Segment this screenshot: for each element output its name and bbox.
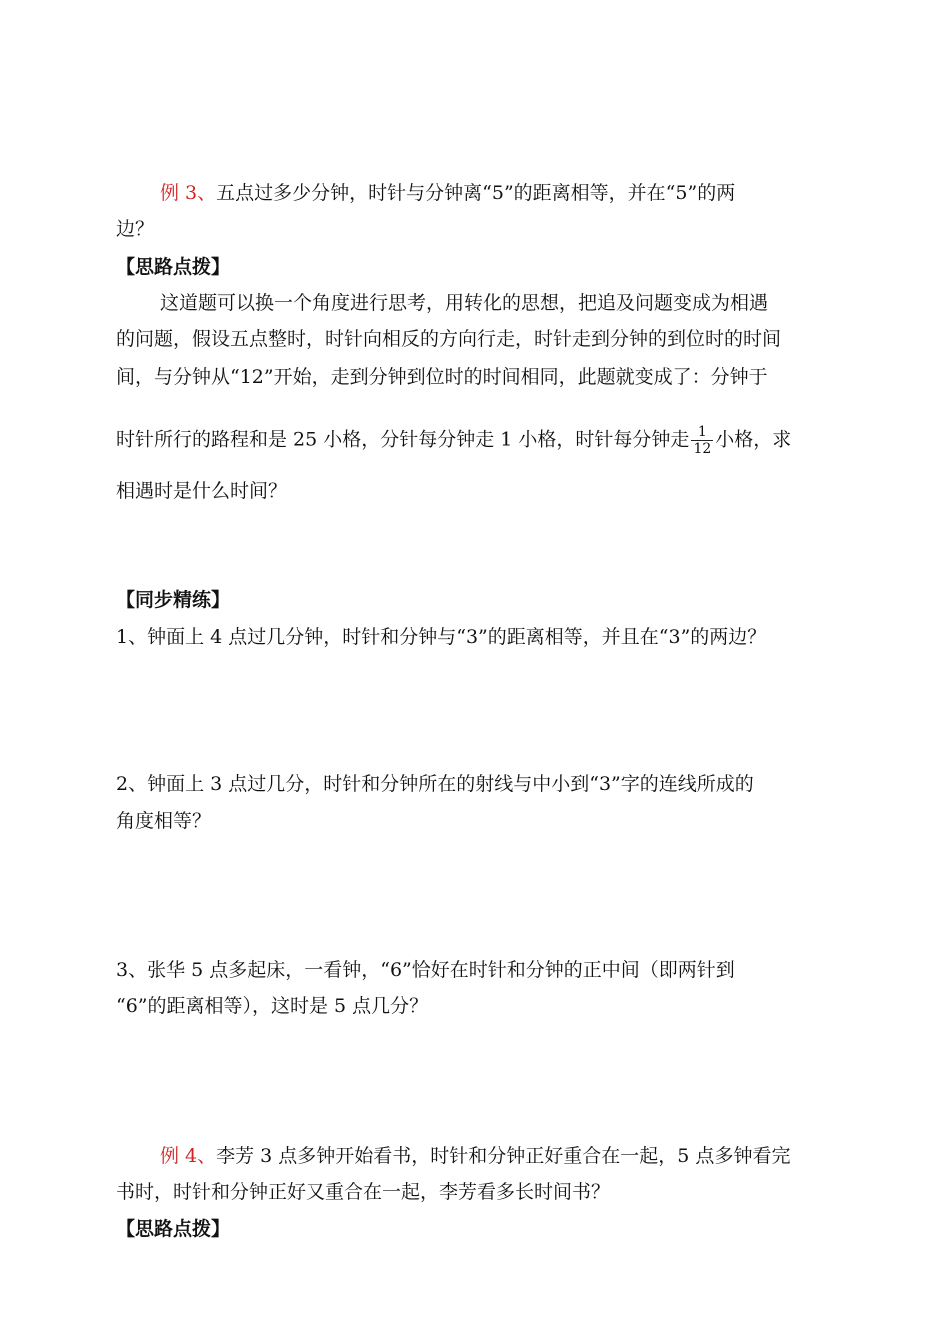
hint-3-line-4: [116, 424, 791, 457]
fraction-one-twelfth: [691, 424, 713, 457]
hint-3-line-2: 的问题，假设五点整时，时针向相反的方向行走，时针走到分钟的到位时的时间: [116, 328, 782, 350]
practice-heading: 【同步精练】: [116, 589, 231, 611]
practice-question-1: 1、钟面上 4 点过几分钟，时针和分钟与“3”的距离相等，并且在“3”的两边？: [116, 626, 767, 648]
hint-3-line-5: 相遇时是什么时间？: [116, 480, 288, 502]
practice-question-3-line-2: “6”的距离相等），这时是 5 点几分？: [116, 995, 429, 1017]
example-4-label: 例 4、: [160, 1145, 217, 1167]
fraction-denominator: 12: [693, 441, 712, 457]
example-3-label: 例 3: [160, 182, 198, 204]
example-4-line-1: [160, 1141, 790, 1171]
example-3-line-1: [160, 178, 735, 208]
fraction-numerator: 1: [691, 424, 713, 441]
hint-3-line-4-after: 小格，求: [715, 428, 792, 451]
example-3-text-1: 五点过多少分钟，时针与分钟离“5”的距离相等，并在“5”的两: [216, 182, 736, 204]
hint-3-heading: 【思路点拨】: [116, 256, 231, 278]
practice-question-2-line-1: 2、钟面上 3 点过几分，时针和分钟所在的射线与中小到“3”字的连线所成的: [116, 773, 754, 795]
hint-3-line-1: 这道题可以换一个角度进行思考，用转化的思想，把追及问题变成为相遇: [160, 292, 769, 314]
practice-question-3-line-1: 3、张华 5 点多起床，一看钟，“6”恰好在时针和分钟的正中间（即两针到: [116, 959, 735, 981]
example-4-line-2: 书时，时针和分钟正好又重合在一起，李芳看多长时间书？: [116, 1181, 611, 1203]
practice-question-2-line-2: 角度相等？: [116, 810, 212, 832]
example-4-text-1: 李芳 3 点多钟开始看书，时针和分钟正好重合在一起，5 点多钟看完: [216, 1145, 791, 1167]
hint-3-line-3: 间，与分钟从“12”开始，走到分钟到位时的时间相同，此题就变成了：分钟于: [116, 366, 768, 388]
example-3-separator: 、: [197, 182, 217, 204]
example-3-line-2: 边？: [116, 218, 155, 240]
hint-4-heading: 【思路点拨】: [116, 1218, 231, 1240]
hint-3-line-4-before: 时针所行的路程和是 25 小格，分针每分钟走 1 小格，时针每分钟走: [116, 428, 690, 451]
